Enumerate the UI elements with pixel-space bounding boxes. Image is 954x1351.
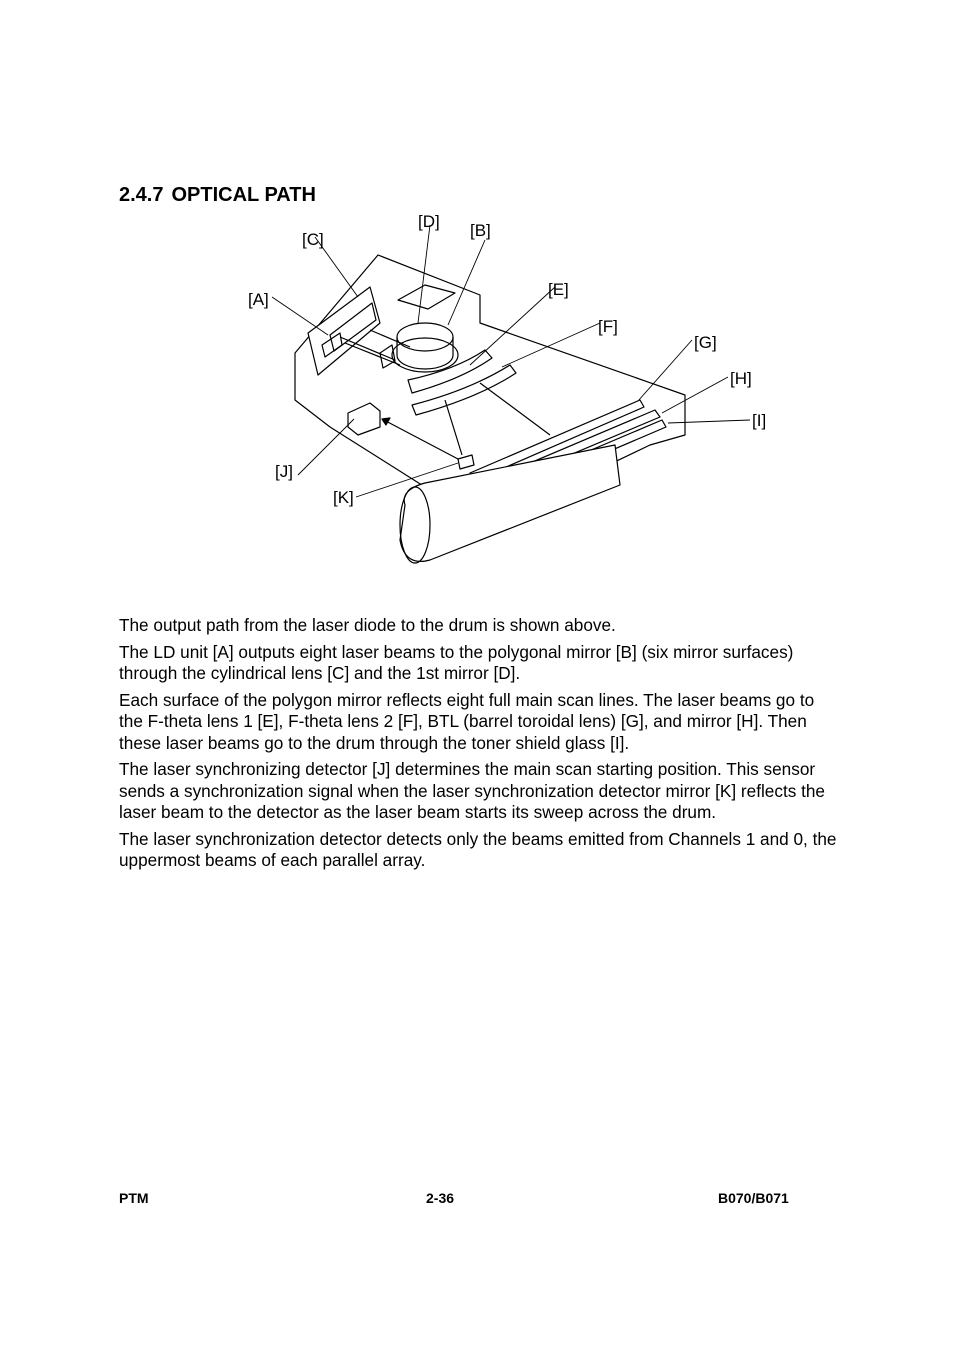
section-title: OPTICAL PATH xyxy=(171,184,316,206)
section-heading xyxy=(119,184,316,207)
callout-b: [B] xyxy=(470,221,491,240)
paragraph-1: The output path from the laser diode to the drum is shown above. xyxy=(119,615,616,635)
callout-i: [I] xyxy=(752,411,767,430)
paragraph-4: The laser synchronizing detector [J] determines the main scan starting position. This sensor sends a synchronization signal when the laser synchronization detector mirror [K] reflects the laser beam to the detector as the laser beam starts its sweep across the drum. xyxy=(119,759,825,822)
optical-path-drawing xyxy=(230,205,790,575)
callout-c: [C] xyxy=(302,230,324,249)
callout-e: [E] xyxy=(548,280,569,299)
optical-path-diagram xyxy=(230,205,790,575)
paragraph-2: The LD unit [A] outputs eight laser beams to the polygonal mirror [B] (six mirror surfaces) through the cylindrical lens [C] and the 1st mirror [D]. xyxy=(119,641,794,683)
callout-k: [K] xyxy=(333,488,354,507)
callout-d: [D] xyxy=(418,212,440,231)
callout-j: [J] xyxy=(275,462,293,481)
footer-model: B070/B071 xyxy=(718,1190,789,1206)
body-text xyxy=(119,615,839,877)
callout-a: [A] xyxy=(248,290,269,309)
callout-f: [F] xyxy=(598,317,618,336)
callout-g: [G] xyxy=(694,333,717,352)
paragraph-5: The laser synchronization detector detects only the beams emitted from Channels 1 and 0, the uppermost beams of each parallel array. xyxy=(119,828,837,870)
footer-page-number: 2-36 xyxy=(426,1190,455,1206)
section-number: 2.4.7 xyxy=(119,184,164,206)
callout-h: [H] xyxy=(730,369,752,388)
footer-left: PTM xyxy=(119,1190,149,1206)
polygon-mirror xyxy=(397,323,453,351)
paragraph-3: Each surface of the polygon mirror reflects eight full main scan lines. The laser beams go to the F-theta lens 1 [E], F-theta lens 2 [F], BTL (barrel toroidal lens) [G], and mirror [H]. Then these laser beams go to the drum through the toner shield glass [I]. xyxy=(119,689,815,753)
